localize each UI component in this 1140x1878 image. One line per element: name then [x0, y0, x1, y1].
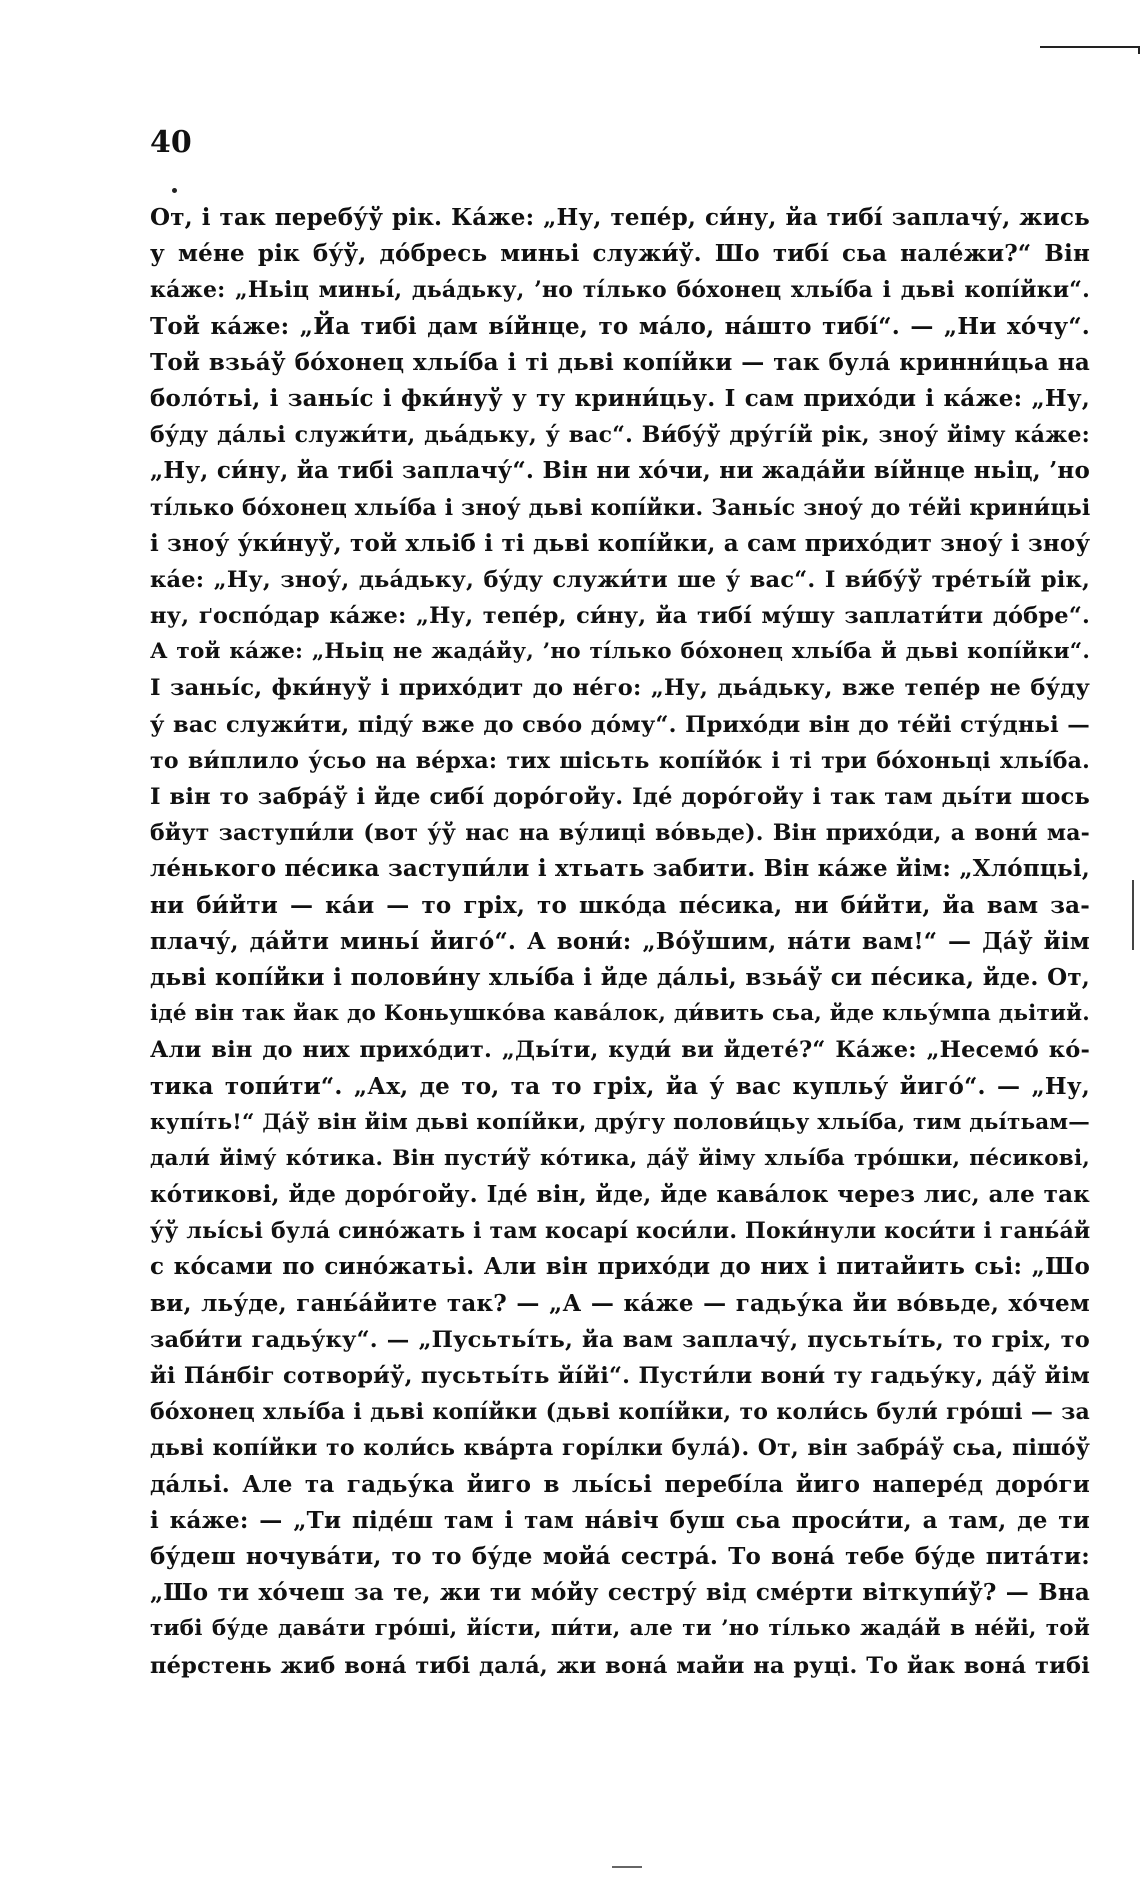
text-line: у́ў льі́сьі була́ сино́жать і там косарі́ коси́ли. Поки́нули коси́ти і гань́а́й [150, 1218, 1091, 1245]
text-line: ка́же: „Ньіц миньі́, дьа́дьку, ’но ті́лько бо́хонец хльі́ба і дьві копі́йки“. [150, 277, 1090, 304]
text-line: плачу́, да́йти миньі́ йиго́“. А вони́: „Во́ўшим, на́ти вам!“ — Да́ў йім [150, 927, 1090, 955]
text-line: „Ну, си́ну, йа тибі заплачу́“. Він ни хо́чи, ни жада́йи ві́йнце ньіц, ’но [150, 457, 1090, 485]
scan-edge-mark [1132, 880, 1134, 950]
text-line: то ви́плило у́сьо на ве́рха: тих шісьть копі́йо́к і ті три бо́хоньці хльі́ба. [150, 747, 1090, 774]
text-line: ну, ґоспо́дар ка́же: „Ну, тепе́р, си́ну, йа тибі́ му́шу заплати́ти до́бре“. [150, 603, 1090, 630]
text-line: Той ка́же: „Йа тибі дам ві́йнце, то ма́ло, на́што тибі́“. — „Ни хо́чу“. [150, 312, 1090, 340]
text-line: заби́ти гадьу́ку“. — „Пусьтьі́ть, йа вам заплачу́, пусьтьі́ть, то гріх, то [150, 1326, 1090, 1353]
text-line: бу́ду да́льі служи́ти, дьа́дьку, у́ вас“. Ви́бу́ў дру́гі́й рік, зноу́ йіму ка́же: [150, 422, 1090, 449]
text-line: дали́ йіму́ ко́тика. Він пусти́ў ко́тика, да́ў йіму хльі́ба тро́шки, пе́сикові, [150, 1145, 1090, 1171]
scan-bottom-mark [612, 1866, 642, 1868]
text-line: бо́хонец хльі́ба і дьві копі́йки (дьві копі́йки, то коли́сь були́ гро́ші — за [150, 1399, 1090, 1426]
text-line: тика топи́ти“. „Ах, де то, та то гріх, йа у́ вас купльу́ йиго́“. — „Ну, [150, 1072, 1090, 1100]
text-line: дьві копі́йки і полови́ну хльі́ба і йде да́льі, взьа́ў си пе́сика, йде. От, [150, 963, 1090, 991]
text-line: у́ вас служи́ти, піду́ вже до сво́о до́му“. Прихо́ди він до те́йі сту́дньі — [150, 711, 1090, 738]
text-line: боло́тьі, і заньі́с і фки́нуў у ту крини́цьу. І сам прихо́ди і ка́же: „Ну, [150, 384, 1090, 412]
body-text [150, 200, 1090, 1684]
text-line: бу́деш ночува́ти, то то бу́де мойа́ сестра́. То вона́ тебе бу́де пита́ти: [150, 1542, 1090, 1570]
text-line: ті́лько бо́хонец хльі́ба і зноу́ дьві копі́йки. Заньі́с зноу́ до те́йі крини́цьі [150, 494, 1091, 521]
text-line: Али він до них прихо́дит. „Дьі́ти, куди́ ви йдете́?“ Ка́же: „Несемо́ ко́- [150, 1037, 1090, 1064]
text-line: ни би́йти — ка́и — то гріх, то шко́да пе́сика, ни би́йти, йа вам за- [150, 891, 1090, 919]
text-line: пе́рстень жиб вона́ тибі дала́, жи вона́ майи на руці. То йак вона́ тибі [150, 1652, 1090, 1679]
top-rule [1040, 46, 1140, 48]
text-line: „Шо ти хо́чеш за те, жи ти мо́йу сестру́ від сме́рти віткупи́ў? — Вна [150, 1579, 1090, 1607]
text-line: бйут заступи́ли (вот у́ў нас на ву́лиці во́вьде). Він прихо́ди, а вони́ ма- [150, 820, 1090, 847]
text-line: с ко́сами по сино́жатьі. Али він прихо́ди до них і питайить сьі: „Шо [150, 1253, 1090, 1281]
text-line: купі́ть!“ Да́ў він йім дьві копі́йки, дру́гу полови́цьу хльі́ба, тим дьі́тьам— [150, 1109, 1090, 1135]
text-line: ви, льу́де, гань́а́йите так? — „А — ка́же — гадьу́ка йи во́вьде, хо́чем [150, 1289, 1090, 1317]
text-line: ле́нького пе́сика заступи́ли і хтьать забити. Він ка́же йім: „Хло́пцьі, [150, 855, 1090, 883]
text-line: і зноу́ у́ки́нуў, той хльіб і ті дьві копі́йки, а сам прихо́дит зноу́ і зноу́ [150, 529, 1091, 557]
print-dot [172, 188, 177, 193]
text-line: І він то забра́ў і йде сибі́ доро́гойу. Іде́ доро́гойу і так там дьі́ти шось [150, 784, 1090, 810]
text-line: іде́ він так йак до Коньушко́ва кава́лок, ди́вить сьа, йде кльу́мпа дьітий. [150, 1001, 1090, 1027]
text-line: От, і так перебу́ў рік. Ка́же: „Ну, тепе́р, си́ну, йа тибі́ заплачу́, жись [150, 204, 1090, 231]
page-number: 40 [150, 125, 192, 160]
text-line: йі Па́нбіг сотвори́ў, пусьтьі́ть йі́йі“. Пусти́ли вони́ ту гадьу́ку, да́ў йім [150, 1363, 1090, 1389]
text-line: да́льі. Але та гадьу́ка йиго в льі́сьі перебі́ла йиго напере́д доро́ги [150, 1470, 1090, 1498]
text-line: І заньі́с, фки́нуў і прихо́дит до не́го: „Ну, дьа́дьку, вже тепе́р не бу́ду [150, 675, 1090, 702]
text-line: А той ка́же: „Ньіц не жада́йу, ’но ті́лько бо́хонец хльі́ба й дьві копі́йки“. [150, 639, 1090, 665]
text-line: у ме́не рік бу́ў, до́бресь миньі служи́ў. Шо тибі́ сьа нале́жи?“ Він [150, 240, 1090, 268]
text-line: ко́тикові, йде доро́гойу. Іде́ він, йде, йде кава́лок через лис, але так [150, 1181, 1090, 1209]
text-line: дьві копі́йки то коли́сь ква́рта горі́лки була́). От, він забра́ў сьа, пішо́ў [150, 1435, 1090, 1462]
text-line: ка́е: „Ну, зноу́, дьа́дьку, бу́ду служи́ти ше у́ вас“. І ви́бу́ў тре́тьі́й рік, [150, 566, 1090, 593]
text-line: і ка́же: — „Ти піде́ш там і там на́віч буш сьа проси́ти, а там, де ти [150, 1506, 1090, 1534]
text-line: Той взьа́ў бо́хонец хльі́ба і ті дьві копі́йки — так була́ кринни́цьа на [150, 348, 1090, 376]
text-line: тибі бу́де дава́ти гро́ші, йі́сти, пи́ти, але ти ’но ті́лько жада́й в не́йі, той [150, 1616, 1090, 1642]
